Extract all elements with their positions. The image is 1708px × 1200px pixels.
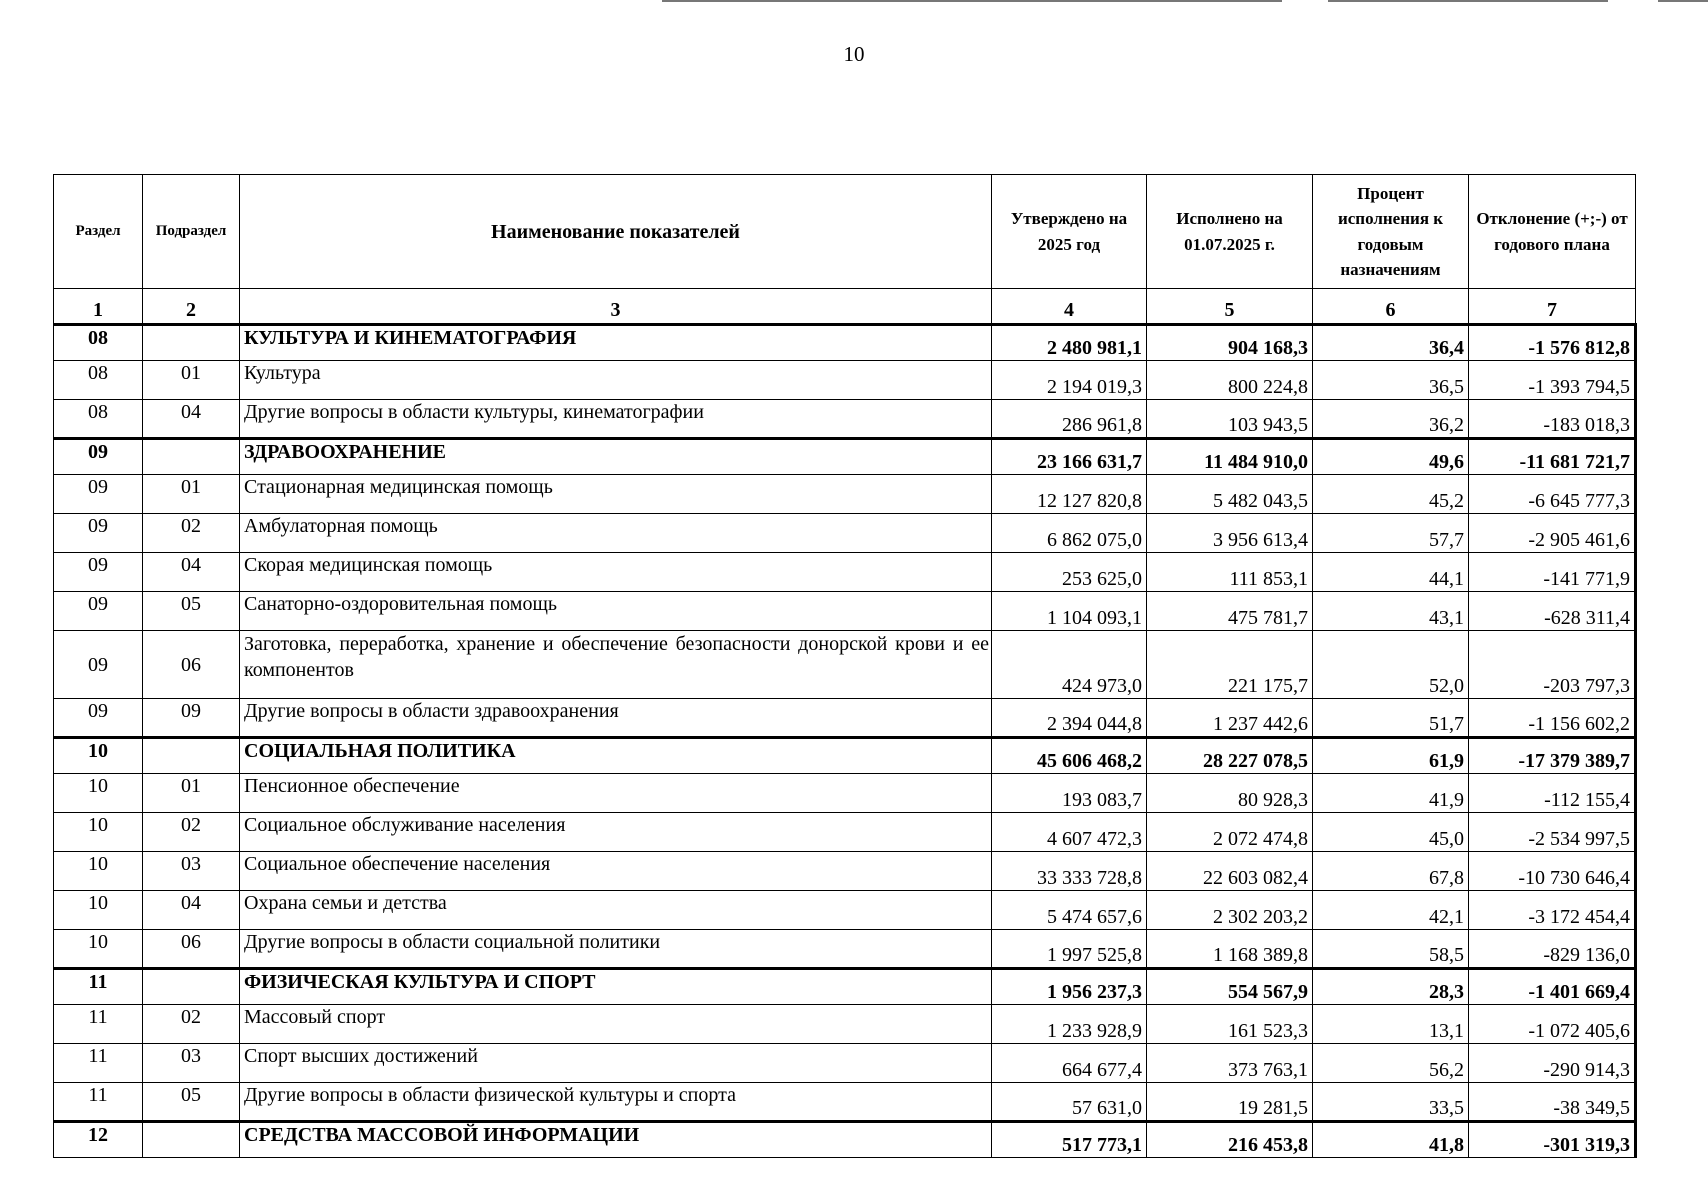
cell-name: Охрана семьи и детства: [240, 891, 992, 930]
cell-deviation: -301 319,3: [1469, 1122, 1636, 1158]
cell-deviation: -1 401 669,4: [1469, 969, 1636, 1005]
cell-percent: 51,7: [1313, 699, 1469, 738]
cell-name: Культура: [240, 361, 992, 400]
cell-executed: 161 523,3: [1147, 1005, 1313, 1044]
header-podrazdel: Подраздел: [143, 175, 240, 289]
cell-approved: 12 127 820,8: [992, 475, 1147, 514]
column-number: 2: [143, 289, 240, 325]
cell-percent: 36,2: [1313, 400, 1469, 439]
cell-name: Другие вопросы в области здравоохранения: [240, 699, 992, 738]
cell-deviation: -1 393 794,5: [1469, 361, 1636, 400]
cell-deviation: -2 534 997,5: [1469, 813, 1636, 852]
table-row: [54, 400, 1636, 439]
cell-percent: 67,8: [1313, 852, 1469, 891]
cell-percent: 45,0: [1313, 813, 1469, 852]
cell-razdel: 11: [54, 1044, 143, 1083]
table-row: [54, 1044, 1636, 1083]
cell-percent: 33,5: [1313, 1083, 1469, 1122]
cell-percent: 28,3: [1313, 969, 1469, 1005]
cell-razdel: 09: [54, 439, 143, 475]
cell-razdel: 08: [54, 361, 143, 400]
cell-approved: 517 773,1: [992, 1122, 1147, 1158]
cell-percent: 43,1: [1313, 592, 1469, 631]
cell-executed: 5 482 043,5: [1147, 475, 1313, 514]
cell-razdel: 11: [54, 1005, 143, 1044]
cell-podrazdel: 05: [143, 1083, 240, 1122]
cell-approved: 4 607 472,3: [992, 813, 1147, 852]
column-number: 5: [1147, 289, 1313, 325]
cell-executed: 1 237 442,6: [1147, 699, 1313, 738]
cell-razdel: 10: [54, 852, 143, 891]
header-percent: Процент исполнения к годовым назначениям: [1313, 175, 1469, 289]
cell-razdel: 09: [54, 514, 143, 553]
table-row: [54, 553, 1636, 592]
cell-podrazdel: 09: [143, 699, 240, 738]
cell-percent: 44,1: [1313, 553, 1469, 592]
cell-podrazdel: 02: [143, 514, 240, 553]
table-row: [54, 699, 1636, 738]
section-row: [54, 1122, 1636, 1158]
cell-deviation: -38 349,5: [1469, 1083, 1636, 1122]
cell-name: Другие вопросы в области социальной политики: [240, 930, 992, 969]
cell-podrazdel: 02: [143, 1005, 240, 1044]
page-number: 10: [843, 42, 865, 66]
header-executed: Исполнено на 01.07.2025 г.: [1147, 175, 1313, 289]
section-row: [54, 325, 1636, 361]
cell-razdel: 08: [54, 325, 143, 361]
table-body: [54, 325, 1636, 1158]
cell-razdel: 10: [54, 813, 143, 852]
scan-top-edge: [662, 0, 1282, 2]
cell-executed: 22 603 082,4: [1147, 852, 1313, 891]
cell-executed: 111 853,1: [1147, 553, 1313, 592]
cell-podrazdel: 04: [143, 553, 240, 592]
cell-podrazdel: 05: [143, 592, 240, 631]
cell-name: КУЛЬТУРА И КИНЕМАТОГРАФИЯ: [240, 325, 992, 361]
cell-deviation: -203 797,3: [1469, 631, 1636, 699]
cell-deviation: -1 156 602,2: [1469, 699, 1636, 738]
header-razdel: Раздел: [54, 175, 143, 289]
cell-percent: 49,6: [1313, 439, 1469, 475]
cell-razdel: 09: [54, 699, 143, 738]
scan-top-edge: [1328, 0, 1608, 2]
cell-name: Другие вопросы в области физической культуры и спорта: [240, 1083, 992, 1122]
cell-razdel: 10: [54, 774, 143, 813]
cell-deviation: -183 018,3: [1469, 400, 1636, 439]
cell-executed: 3 956 613,4: [1147, 514, 1313, 553]
table-row: [54, 1083, 1636, 1122]
cell-razdel: 09: [54, 592, 143, 631]
cell-approved: 33 333 728,8: [992, 852, 1147, 891]
column-number: 6: [1313, 289, 1469, 325]
cell-podrazdel: 03: [143, 1044, 240, 1083]
cell-executed: 475 781,7: [1147, 592, 1313, 631]
cell-deviation: -141 771,9: [1469, 553, 1636, 592]
cell-approved: 424 973,0: [992, 631, 1147, 699]
cell-approved: 1 997 525,8: [992, 930, 1147, 969]
cell-executed: 28 227 078,5: [1147, 738, 1313, 774]
cell-percent: 52,0: [1313, 631, 1469, 699]
cell-executed: 1 168 389,8: [1147, 930, 1313, 969]
cell-deviation: -112 155,4: [1469, 774, 1636, 813]
table-row: [54, 1005, 1636, 1044]
cell-podrazdel: 01: [143, 475, 240, 514]
cell-deviation: -290 914,3: [1469, 1044, 1636, 1083]
cell-podrazdel: 03: [143, 852, 240, 891]
cell-podrazdel: 04: [143, 891, 240, 930]
cell-deviation: -628 311,4: [1469, 592, 1636, 631]
cell-approved: 193 083,7: [992, 774, 1147, 813]
cell-approved: 286 961,8: [992, 400, 1147, 439]
cell-name: Другие вопросы в области культуры, кинематографии: [240, 400, 992, 439]
cell-executed: 373 763,1: [1147, 1044, 1313, 1083]
cell-podrazdel: [143, 325, 240, 361]
cell-executed: 800 224,8: [1147, 361, 1313, 400]
cell-deviation: -1 072 405,6: [1469, 1005, 1636, 1044]
cell-approved: 57 631,0: [992, 1083, 1147, 1122]
cell-percent: 58,5: [1313, 930, 1469, 969]
cell-deviation: -17 379 389,7: [1469, 738, 1636, 774]
cell-podrazdel: 04: [143, 400, 240, 439]
section-row: [54, 439, 1636, 475]
column-number: 1: [54, 289, 143, 325]
cell-percent: 36,5: [1313, 361, 1469, 400]
column-number: 7: [1469, 289, 1636, 325]
cell-percent: 45,2: [1313, 475, 1469, 514]
cell-name: Заготовка, переработка, хранение и обеспечение безопасности донорской крови и ее компонентов: [240, 631, 992, 699]
section-row: [54, 969, 1636, 1005]
cell-approved: 253 625,0: [992, 553, 1147, 592]
cell-executed: 221 175,7: [1147, 631, 1313, 699]
cell-approved: 6 862 075,0: [992, 514, 1147, 553]
table-row: [54, 891, 1636, 930]
cell-percent: 41,9: [1313, 774, 1469, 813]
cell-name: СОЦИАЛЬНАЯ ПОЛИТИКА: [240, 738, 992, 774]
cell-name: Спорт высших достижений: [240, 1044, 992, 1083]
cell-razdel: 10: [54, 891, 143, 930]
cell-razdel: 09: [54, 553, 143, 592]
cell-executed: 554 567,9: [1147, 969, 1313, 1005]
scan-top-edge: [1658, 0, 1708, 2]
cell-percent: 56,2: [1313, 1044, 1469, 1083]
cell-razdel: 11: [54, 969, 143, 1005]
section-row: [54, 738, 1636, 774]
cell-approved: 2 194 019,3: [992, 361, 1147, 400]
cell-razdel: 10: [54, 738, 143, 774]
cell-percent: 57,7: [1313, 514, 1469, 553]
table-row: [54, 813, 1636, 852]
cell-podrazdel: [143, 738, 240, 774]
cell-name: Амбулаторная помощь: [240, 514, 992, 553]
cell-percent: 36,4: [1313, 325, 1469, 361]
cell-name: ЗДРАВООХРАНЕНИЕ: [240, 439, 992, 475]
header-approved: Утверждено на 2025 год: [992, 175, 1147, 289]
table-row: [54, 631, 1636, 699]
cell-deviation: -11 681 721,7: [1469, 439, 1636, 475]
cell-podrazdel: 02: [143, 813, 240, 852]
cell-approved: 45 606 468,2: [992, 738, 1147, 774]
cell-podrazdel: [143, 1122, 240, 1158]
cell-executed: 904 168,3: [1147, 325, 1313, 361]
cell-name: Массовый спорт: [240, 1005, 992, 1044]
cell-executed: 216 453,8: [1147, 1122, 1313, 1158]
cell-executed: 11 484 910,0: [1147, 439, 1313, 475]
cell-name: Скорая медицинская помощь: [240, 553, 992, 592]
cell-podrazdel: 06: [143, 631, 240, 699]
cell-name: Социальное обеспечение населения: [240, 852, 992, 891]
header-row: [54, 175, 1636, 289]
table-row: [54, 514, 1636, 553]
cell-deviation: -829 136,0: [1469, 930, 1636, 969]
cell-approved: 1 104 093,1: [992, 592, 1147, 631]
cell-name: Санаторно-оздоровительная помощь: [240, 592, 992, 631]
cell-executed: 2 072 474,8: [1147, 813, 1313, 852]
cell-percent: 42,1: [1313, 891, 1469, 930]
cell-deviation: -1 576 812,8: [1469, 325, 1636, 361]
cell-approved: 2 480 981,1: [992, 325, 1147, 361]
cell-executed: 19 281,5: [1147, 1083, 1313, 1122]
cell-percent: 13,1: [1313, 1005, 1469, 1044]
cell-deviation: -6 645 777,3: [1469, 475, 1636, 514]
budget-execution-table: [53, 174, 1637, 1158]
cell-razdel: 10: [54, 930, 143, 969]
header-deviation: Отклонение (+;-) от годового плана: [1469, 175, 1636, 289]
cell-name: Стационарная медицинская помощь: [240, 475, 992, 514]
cell-razdel: 12: [54, 1122, 143, 1158]
cell-executed: 80 928,3: [1147, 774, 1313, 813]
column-number-row: [54, 289, 1636, 325]
table-row: [54, 930, 1636, 969]
cell-podrazdel: 06: [143, 930, 240, 969]
cell-deviation: -2 905 461,6: [1469, 514, 1636, 553]
cell-name: Пенсионное обеспечение: [240, 774, 992, 813]
cell-approved: 2 394 044,8: [992, 699, 1147, 738]
cell-approved: 5 474 657,6: [992, 891, 1147, 930]
cell-executed: 2 302 203,2: [1147, 891, 1313, 930]
cell-percent: 41,8: [1313, 1122, 1469, 1158]
cell-podrazdel: 01: [143, 774, 240, 813]
cell-approved: 1 233 928,9: [992, 1005, 1147, 1044]
header-name: Наименование показателей: [240, 175, 992, 289]
table-row: [54, 361, 1636, 400]
cell-executed: 103 943,5: [1147, 400, 1313, 439]
table-row: [54, 592, 1636, 631]
table-row: [54, 852, 1636, 891]
cell-name: СРЕДСТВА МАССОВОЙ ИНФОРМАЦИИ: [240, 1122, 992, 1158]
cell-approved: 23 166 631,7: [992, 439, 1147, 475]
cell-podrazdel: 01: [143, 361, 240, 400]
cell-podrazdel: [143, 439, 240, 475]
cell-approved: 664 677,4: [992, 1044, 1147, 1083]
column-number: 4: [992, 289, 1147, 325]
cell-razdel: 09: [54, 631, 143, 699]
cell-name: ФИЗИЧЕСКАЯ КУЛЬТУРА И СПОРТ: [240, 969, 992, 1005]
cell-razdel: 11: [54, 1083, 143, 1122]
cell-razdel: 09: [54, 475, 143, 514]
column-number: 3: [240, 289, 992, 325]
cell-name: Социальное обслуживание населения: [240, 813, 992, 852]
table-row: [54, 774, 1636, 813]
cell-percent: 61,9: [1313, 738, 1469, 774]
cell-deviation: -3 172 454,4: [1469, 891, 1636, 930]
table-row: [54, 475, 1636, 514]
cell-podrazdel: [143, 969, 240, 1005]
cell-razdel: 08: [54, 400, 143, 439]
cell-deviation: -10 730 646,4: [1469, 852, 1636, 891]
cell-approved: 1 956 237,3: [992, 969, 1147, 1005]
